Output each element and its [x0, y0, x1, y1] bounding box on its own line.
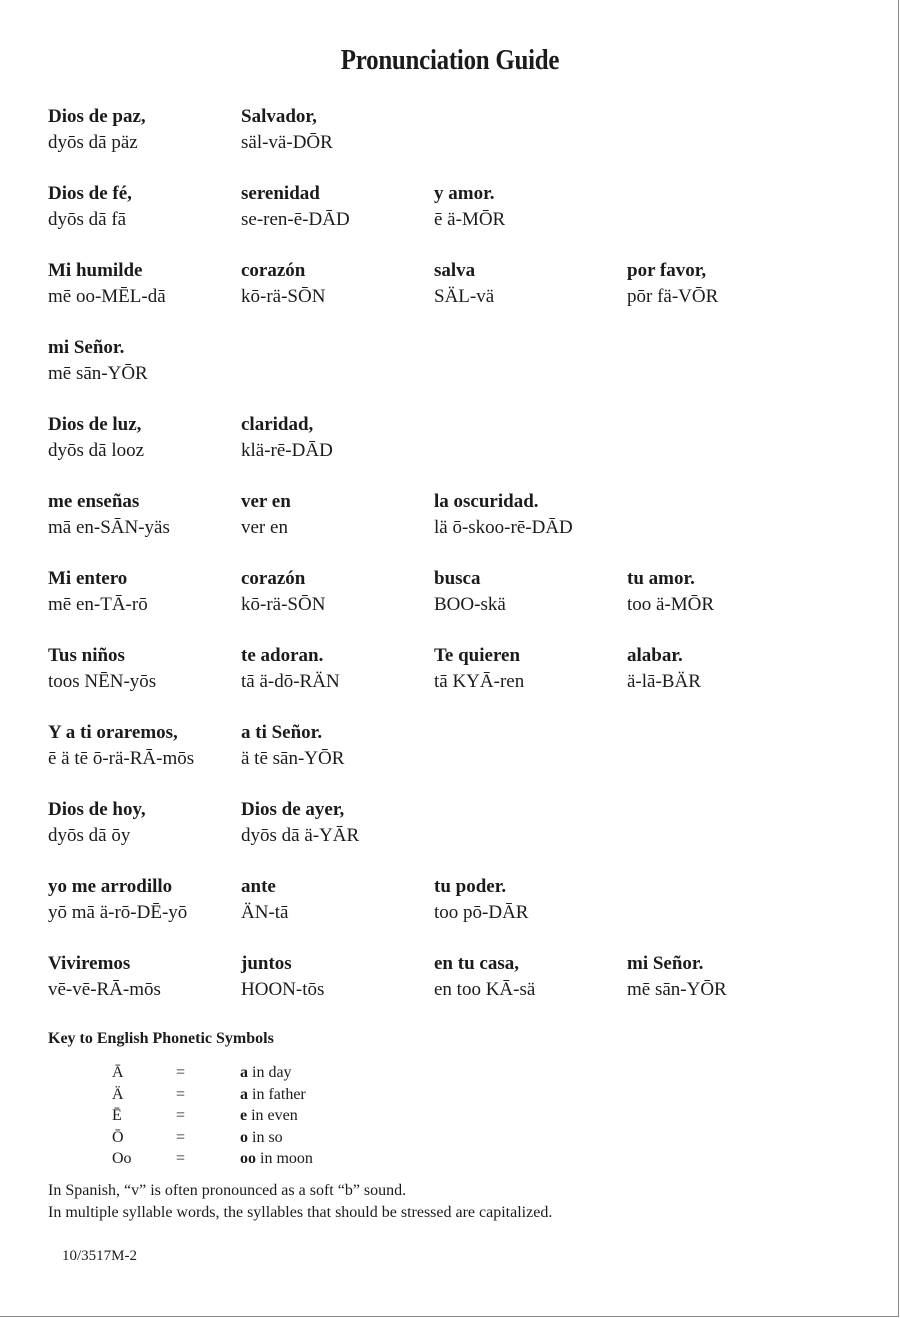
- phrase-cell: [48, 643, 238, 695]
- verse-row: [48, 720, 848, 797]
- example-word: in so: [248, 1128, 283, 1146]
- spanish-word: yo me arrodillo: [48, 876, 173, 897]
- phrase-cell: [48, 412, 238, 464]
- example-word: in day: [248, 1064, 292, 1081]
- phonetic-spelling: mē sān-YŌR: [627, 979, 727, 1000]
- phrase-cell: [241, 566, 431, 618]
- phonetic-symbol: Oo: [112, 1150, 132, 1167]
- phrase-cell: [48, 335, 238, 387]
- verse-row: [48, 874, 848, 951]
- phonetic-spelling: en too KĀ-sä: [434, 979, 536, 1000]
- spanish-word: la oscuridad.: [434, 491, 539, 512]
- phrase-cell: [434, 181, 624, 233]
- phonetic-spelling: mē sān-YŌR: [48, 363, 148, 384]
- phrase-cell: [241, 181, 431, 233]
- document-code: 10/3517M-2: [62, 1248, 137, 1264]
- phrase-cell: [627, 951, 817, 1003]
- key-example: [240, 1084, 306, 1105]
- spanish-word: tu poder.: [434, 876, 507, 897]
- phonetic-spelling: mē en-TĀ-rō: [48, 594, 148, 615]
- phrase-cell: [241, 720, 431, 772]
- spanish-word: Dios de luz,: [48, 414, 142, 435]
- spanish-word: busca: [434, 568, 481, 589]
- example-word: in father: [248, 1085, 306, 1103]
- phonetic-spelling: mā en-SĀN-yäs: [48, 517, 170, 538]
- phonetic-symbol: Ō: [112, 1128, 124, 1146]
- phrase-cell: [48, 951, 238, 1003]
- phrase-cell: [241, 643, 431, 695]
- phonetic-spelling: ÄN-tā: [241, 902, 289, 923]
- phrase-cell: [48, 566, 238, 618]
- phrase-cell: [241, 104, 431, 156]
- phrase-cell: [627, 566, 817, 618]
- phonetic-spelling: kō-rä-SŌN: [241, 286, 326, 307]
- spanish-word: Tus niños: [48, 645, 125, 666]
- phonetic-symbol: Ä: [112, 1085, 124, 1103]
- spanish-word: corazón: [241, 260, 306, 281]
- spanish-word: por favor,: [627, 260, 707, 281]
- phrase-cell: [241, 874, 431, 926]
- spanish-word: mi Señor.: [48, 337, 125, 358]
- phonetic-spelling: too pō-DĀR: [434, 902, 529, 923]
- phrase-cell: [241, 951, 431, 1003]
- equals-sign: =: [176, 1064, 186, 1081]
- verse-row: [48, 643, 848, 720]
- spanish-word: corazón: [241, 568, 306, 589]
- verse-row: [48, 104, 848, 181]
- spanish-word: Dios de fé,: [48, 183, 132, 204]
- phonetic-symbol: Ē: [112, 1107, 122, 1124]
- equals-sign: =: [176, 1085, 186, 1103]
- phrase-cell: [48, 874, 238, 926]
- spanish-word: Y a ti oraremos,: [48, 722, 178, 743]
- phrase-cell: [434, 874, 624, 926]
- phonetic-spelling: vē-vē-RĀ-mōs: [48, 979, 161, 1000]
- phonetic-spelling: kō-rä-SŌN: [241, 594, 326, 615]
- phonetic-spelling: HOON-tōs: [241, 979, 325, 1000]
- phonetic-spelling: ä-lā-BÄR: [627, 671, 701, 692]
- phonetic-spelling: tā KYĀ-ren: [434, 671, 525, 692]
- equals-sign: =: [176, 1150, 186, 1167]
- phonetic-spelling: yō mā ä-rō-DĒ-yō: [48, 902, 188, 923]
- phonetic-spelling: BOO-skä: [434, 594, 506, 615]
- phrase-cell: [48, 797, 238, 849]
- phonetic-spelling: SÄL-vä: [434, 286, 495, 307]
- phrase-cell: [434, 951, 624, 1003]
- phonetic-spelling: dyōs dā ä-YĀR: [241, 825, 360, 846]
- phrase-cell: [48, 720, 238, 772]
- verse-row: [48, 258, 848, 335]
- page-title: Pronunciation Guide: [340, 44, 560, 76]
- spanish-word: Mi humilde: [48, 260, 143, 281]
- phonetic-spelling: dyōs dā ōy: [48, 825, 131, 846]
- spanish-word: Te quieren: [434, 645, 521, 666]
- phonetic-spelling: ver en: [241, 517, 288, 538]
- phrase-cell: [48, 181, 238, 233]
- spanish-word: Mi entero: [48, 568, 128, 589]
- spanish-word: mi Señor.: [627, 953, 704, 974]
- notes: [48, 1180, 552, 1224]
- verse-row: [48, 566, 848, 643]
- phonetic-spelling: toos NĒN-yōs: [48, 671, 157, 692]
- spanish-word: Dios de hoy,: [48, 799, 146, 820]
- phonetic-spelling: mē oo-MĒL-dā: [48, 286, 166, 307]
- key-example: [240, 1148, 313, 1169]
- phonetic-spelling: tā ä-dō-RÄN: [241, 671, 340, 692]
- phrase-cell: [48, 258, 238, 310]
- key-example: [240, 1127, 283, 1148]
- phrase-cell: [627, 643, 817, 695]
- phrase-cell: [48, 489, 238, 541]
- phonetic-spelling: dyōs dā fā: [48, 209, 127, 230]
- phonetic-spelling: dyōs dā looz: [48, 440, 145, 461]
- spanish-word: Viviremos: [48, 953, 131, 974]
- phonetic-spelling: säl-vä-DŌR: [241, 132, 333, 153]
- phonetic-symbol: Ā: [112, 1064, 124, 1081]
- spanish-word: salva: [434, 260, 476, 281]
- key-title: Key to English Phonetic Symbols: [48, 1030, 274, 1047]
- spanish-word: serenidad: [241, 183, 320, 204]
- spanish-word: y amor.: [434, 183, 495, 204]
- phonetic-spelling: too ä-MŌR: [627, 594, 715, 615]
- phrase-cell: [241, 412, 431, 464]
- phrase-cell: [434, 643, 624, 695]
- spanish-word: ver en: [241, 491, 291, 512]
- spanish-word: Dios de ayer,: [241, 799, 345, 820]
- phonetic-spelling: pōr fä-VŌR: [627, 286, 719, 307]
- example-letter: o: [240, 1128, 248, 1146]
- phrase-cell: [241, 258, 431, 310]
- spanish-word: te adoran.: [241, 645, 324, 666]
- key-example: [240, 1062, 292, 1083]
- example-letter: e: [240, 1107, 248, 1124]
- example-letter: a: [240, 1064, 248, 1081]
- spanish-word: a ti Señor.: [241, 722, 323, 743]
- key-example: [240, 1105, 298, 1126]
- spanish-word: tu amor.: [627, 568, 695, 589]
- spanish-word: Salvador,: [241, 106, 317, 127]
- spanish-word: alabar.: [627, 645, 683, 666]
- verse-row: [48, 181, 848, 258]
- example-word: in moon: [256, 1150, 313, 1167]
- spanish-word: ante: [241, 876, 276, 897]
- verse-row: [48, 951, 848, 1028]
- example-word: in even: [247, 1107, 298, 1124]
- verse-row: [48, 412, 848, 489]
- note-v-sound: In Spanish, “v” is often pronounced as a soft “b” sound.: [48, 1182, 407, 1199]
- phrase-cell: [241, 489, 431, 541]
- phrase-cell: [627, 258, 817, 310]
- phrase-cell: [434, 566, 624, 618]
- phrase-cell: [434, 258, 624, 310]
- note-stress: In multiple syllable words, the syllables that should be stressed are capitalized.: [48, 1204, 553, 1221]
- phonetic-spelling: ē ä-MŌR: [434, 209, 506, 230]
- verse-row: [48, 335, 848, 412]
- phonetic-spelling: ä tē sān-YŌR: [241, 748, 345, 769]
- pronunciation-table: [48, 104, 848, 1028]
- phonetic-spelling: se-ren-ē-DĀD: [241, 209, 350, 230]
- phonetic-spelling: dyōs dā päz: [48, 132, 138, 153]
- spanish-word: juntos: [241, 953, 292, 974]
- phrase-cell: [48, 104, 238, 156]
- spanish-word: Dios de paz,: [48, 106, 146, 127]
- phonetic-spelling: klä-rē-DĀD: [241, 440, 333, 461]
- verse-row: [48, 489, 848, 566]
- phrase-cell: [434, 489, 624, 541]
- example-letter: a: [240, 1085, 248, 1103]
- spanish-word: en tu casa,: [434, 953, 519, 974]
- spanish-word: claridad,: [241, 414, 314, 435]
- phonetic-spelling: ē ä tē ō-rä-RĀ-mōs: [48, 748, 195, 769]
- spanish-word: me enseñas: [48, 491, 140, 512]
- equals-sign: =: [176, 1107, 186, 1124]
- example-letter: oo: [240, 1150, 256, 1167]
- phonetic-spelling: lä ō-skoo-rē-DĀD: [434, 517, 573, 538]
- equals-sign: =: [176, 1128, 186, 1146]
- verse-row: [48, 797, 848, 874]
- phrase-cell: [241, 797, 431, 849]
